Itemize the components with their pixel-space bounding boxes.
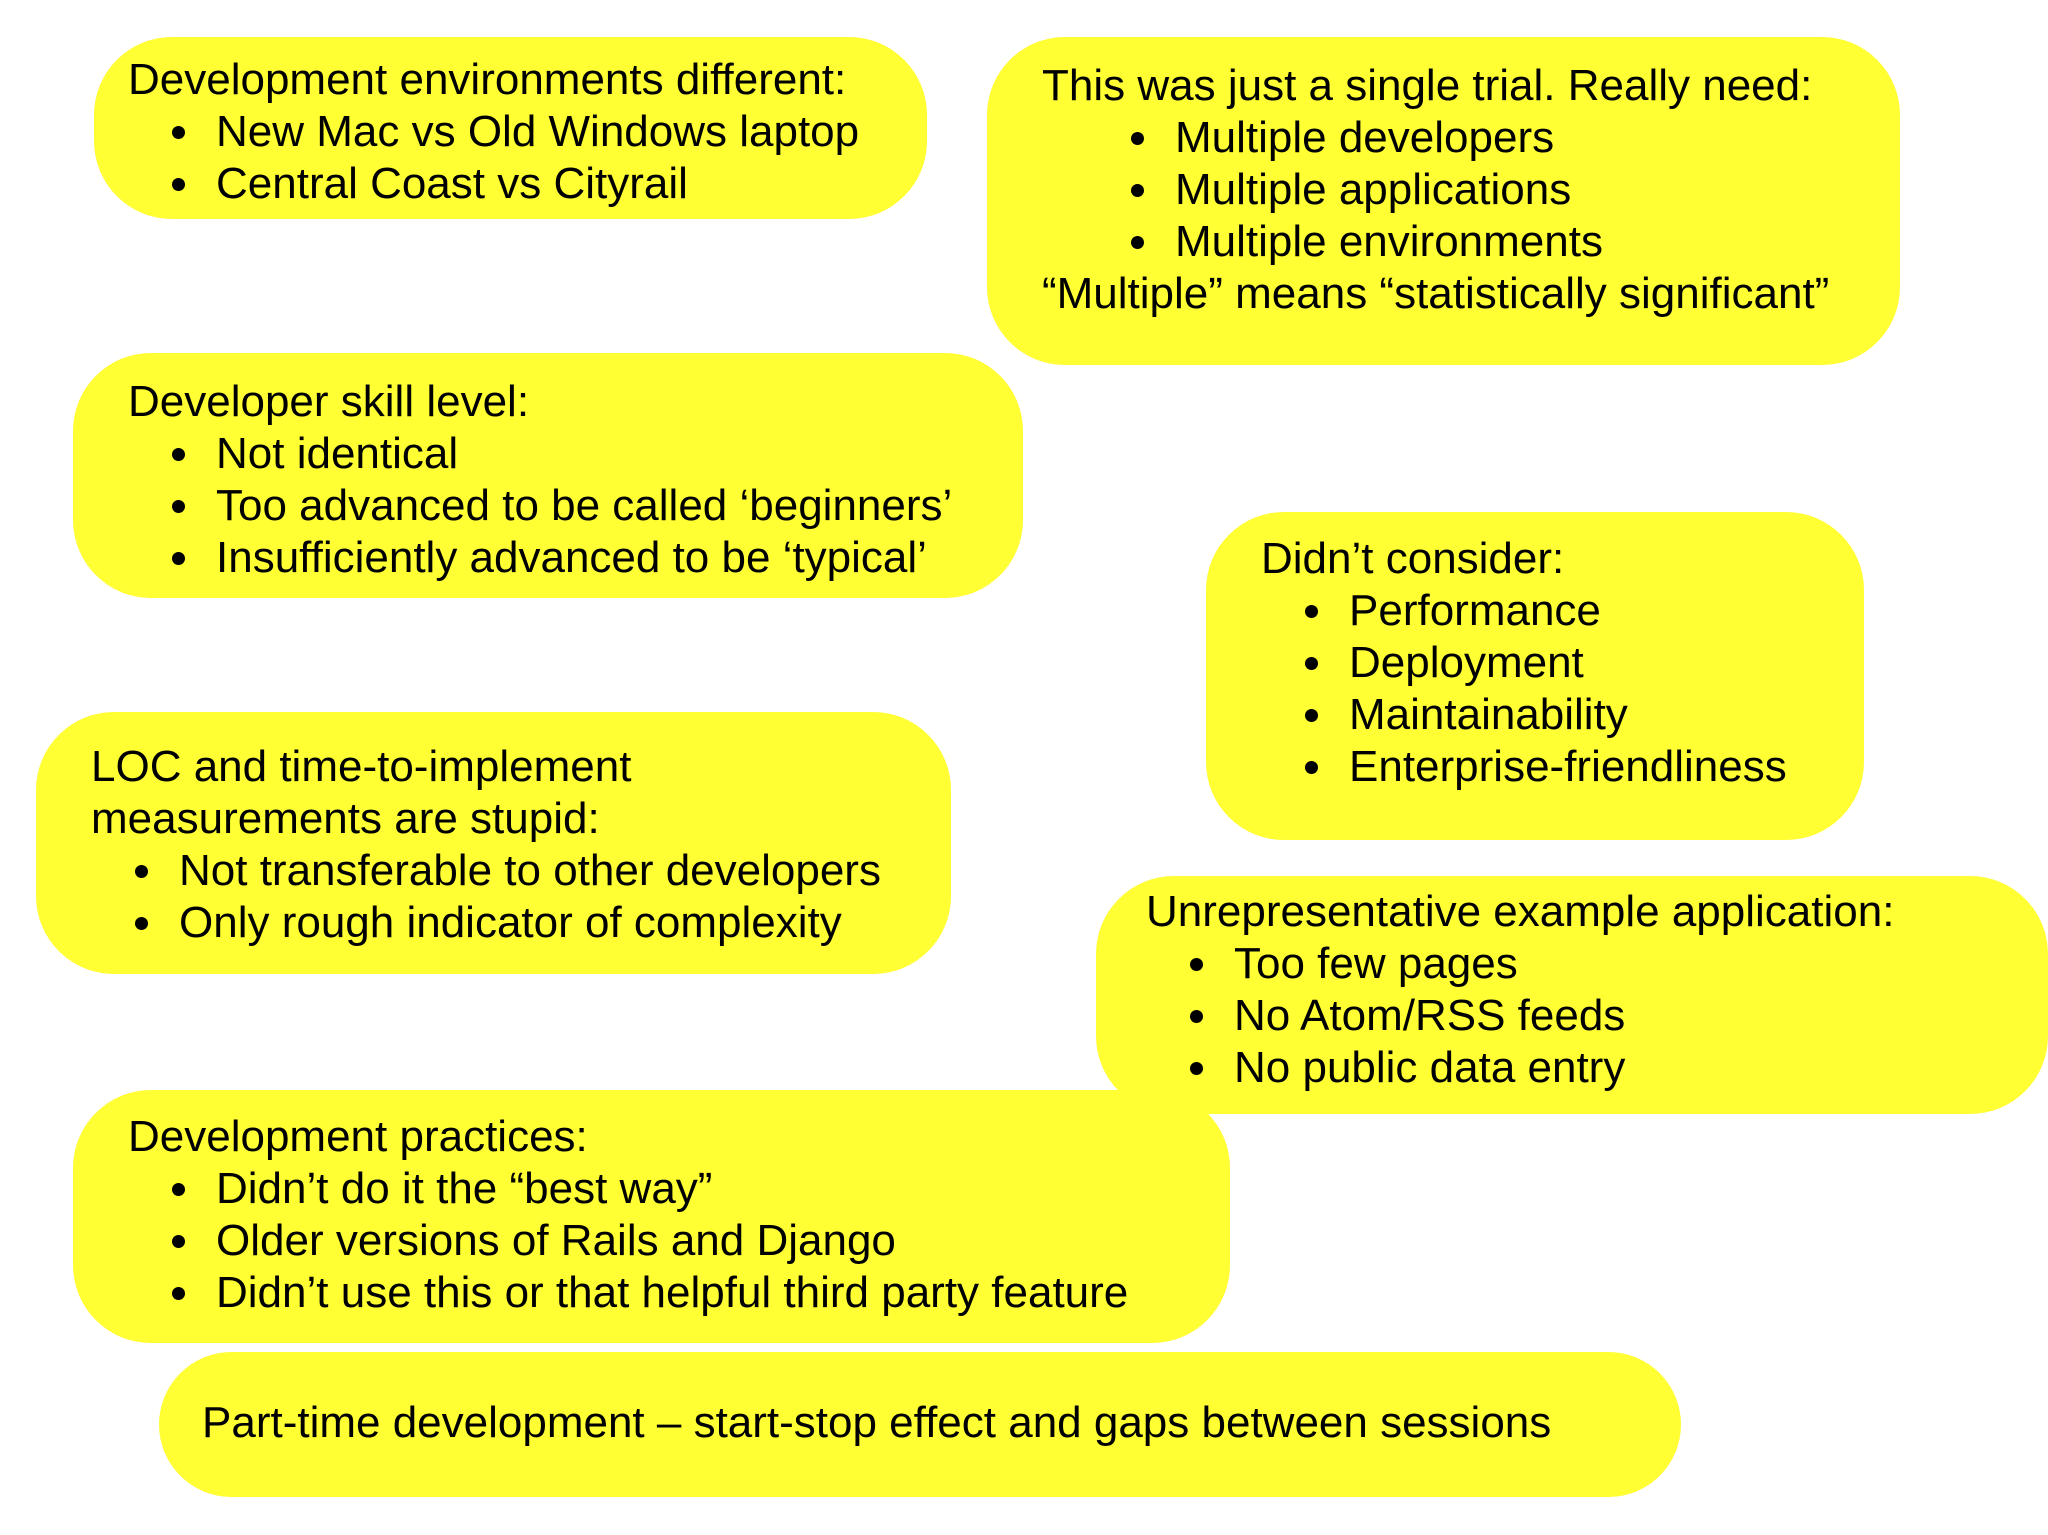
- list-item: Older versions of Rails and Django: [128, 1215, 1230, 1267]
- bullet-list: [1146, 938, 2048, 1094]
- list-item: Too few pages: [1146, 938, 2048, 990]
- list-item: Central Coast vs Cityrail: [128, 158, 927, 210]
- list-item: Enterprise-friendliness: [1261, 741, 1864, 793]
- bullet-list: [91, 845, 951, 949]
- list-item: Too advanced to be called ‘beginners’: [128, 480, 1023, 532]
- note-single-trial: [987, 37, 1900, 365]
- note-heading: Unrepresentative example application:: [1146, 887, 1895, 936]
- list-item: Multiple developers: [1042, 112, 1900, 164]
- list-item: Deployment: [1261, 637, 1864, 689]
- list-item: Performance: [1261, 585, 1864, 637]
- list-item: Not transferable to other developers: [91, 845, 951, 897]
- note-loc-measurements: [36, 712, 951, 974]
- list-item: Didn’t use this or that helpful third party feature: [128, 1267, 1230, 1319]
- note-dev-environments: [94, 37, 927, 219]
- list-item: Insufficiently advanced to be ‘typical’: [128, 532, 1023, 584]
- note-heading: This was just a single trial. Really need:: [1042, 61, 1813, 110]
- bullet-list: [128, 106, 927, 210]
- list-item: No public data entry: [1146, 1042, 2048, 1094]
- list-item: Not identical: [128, 428, 1023, 480]
- note-skill-level: [73, 353, 1023, 598]
- note-heading: Development environments different:: [128, 55, 847, 104]
- note-heading: Developer skill level:: [128, 377, 530, 426]
- note-footer: “Multiple” means “statistically significant”: [1042, 269, 1830, 318]
- note-heading-line-1: LOC and time-to-implement: [91, 742, 632, 791]
- bullet-list: [1261, 585, 1864, 793]
- list-item: Only rough indicator of complexity: [91, 897, 951, 949]
- list-item: Multiple environments: [1042, 216, 1900, 268]
- list-item: No Atom/RSS feeds: [1146, 990, 2048, 1042]
- list-item: Maintainability: [1261, 689, 1864, 741]
- list-item: New Mac vs Old Windows laptop: [128, 106, 927, 158]
- note-heading: Development practices:: [128, 1112, 588, 1161]
- note-text: Part-time development – start-stop effect and gaps between sessions: [202, 1398, 1552, 1447]
- note-heading: Didn’t consider:: [1261, 534, 1565, 583]
- note-dev-practices: [73, 1090, 1230, 1343]
- list-item: Multiple applications: [1042, 164, 1900, 216]
- list-item: Didn’t do it the “best way”: [128, 1163, 1230, 1215]
- bullet-list: [128, 428, 1023, 584]
- note-didnt-consider: [1206, 512, 1864, 840]
- bullet-list: [1042, 112, 1900, 268]
- note-unrepresentative-app: [1096, 876, 2048, 1114]
- bullet-list: [128, 1163, 1230, 1319]
- note-heading-line-2: measurements are stupid:: [91, 794, 600, 843]
- note-part-time: [159, 1352, 1681, 1497]
